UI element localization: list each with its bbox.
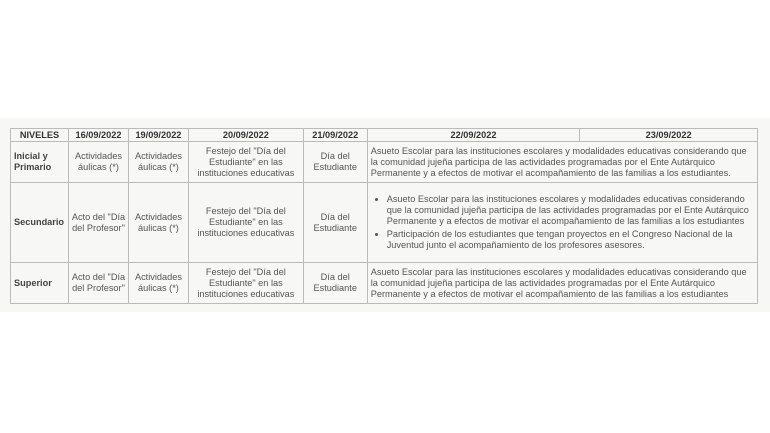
table-row [11, 263, 758, 304]
table-row [11, 183, 758, 263]
level-cell: Secundario [11, 183, 69, 263]
level-cell: Inicial y Primario [11, 142, 69, 183]
cell: Actividades áulicas (*) [68, 142, 128, 183]
header-niveles: NIVELES [11, 129, 69, 142]
bullet-list [371, 194, 755, 251]
header-date: 21/09/2022 [303, 129, 367, 142]
header-date: 20/09/2022 [188, 129, 303, 142]
cell: Actividades áulicas (*) [128, 183, 188, 263]
header-row [11, 129, 758, 142]
schedule-table [10, 128, 758, 304]
cell: Día del Estudiante [303, 263, 367, 304]
cell [367, 183, 757, 263]
cell: Festejo del "Día del Estudiante" en las instituciones educativas [188, 183, 303, 263]
header-date: 19/09/2022 [128, 129, 188, 142]
cell: Acto del "Día del Profesor" [68, 263, 128, 304]
cell: Festejo del "Día del Estudiante" en las instituciones educativas [188, 263, 303, 304]
list-item: • Asueto Escolar para las instituciones escolares y modalidades educativas considerando que la comunidad jujeña participa de las actividades programadas por el Ente Autárquico Permanente y a efectos de motivar el acompañamiento de las familias a los estudiantes [387, 194, 755, 227]
table-row [11, 142, 758, 183]
cell: Actividades áulicas (*) [128, 142, 188, 183]
header-date: 22/09/2022 [367, 129, 580, 142]
cell: Actividades áulicas (*) [128, 263, 188, 304]
list-item: • Participación de los estudiantes que tengan proyectos en el Congreso Nacional de la Juventud junto el acompañamiento de los profesores asesores. [387, 229, 755, 251]
level-cell: Superior [11, 263, 69, 304]
cell: Festejo del "Día del Estudiante" en las instituciones educativas [188, 142, 303, 183]
cell: Asueto Escolar para las instituciones escolares y modalidades educativas considerando que la comunidad jujeña participa de las actividades programadas por el Ente Autárquico Permanente y a efectos de motivar el acompañamiento de las familias a los estudiantes. [367, 142, 757, 183]
header-date: 16/09/2022 [68, 129, 128, 142]
cell: Acto del "Día del Profesor" [68, 183, 128, 263]
header-date: 23/09/2022 [580, 129, 758, 142]
cell: Día del Estudiante [303, 183, 367, 263]
cell: Asueto Escolar para las instituciones escolares y modalidades educativas considerando que la comunidad jujeña participa de las actividades programadas por el Ente Autárquico Permanente y a efectos de motivar el acompañamiento de las familias a los estudiantes [367, 263, 757, 304]
cell: Día del Estudiante [303, 142, 367, 183]
